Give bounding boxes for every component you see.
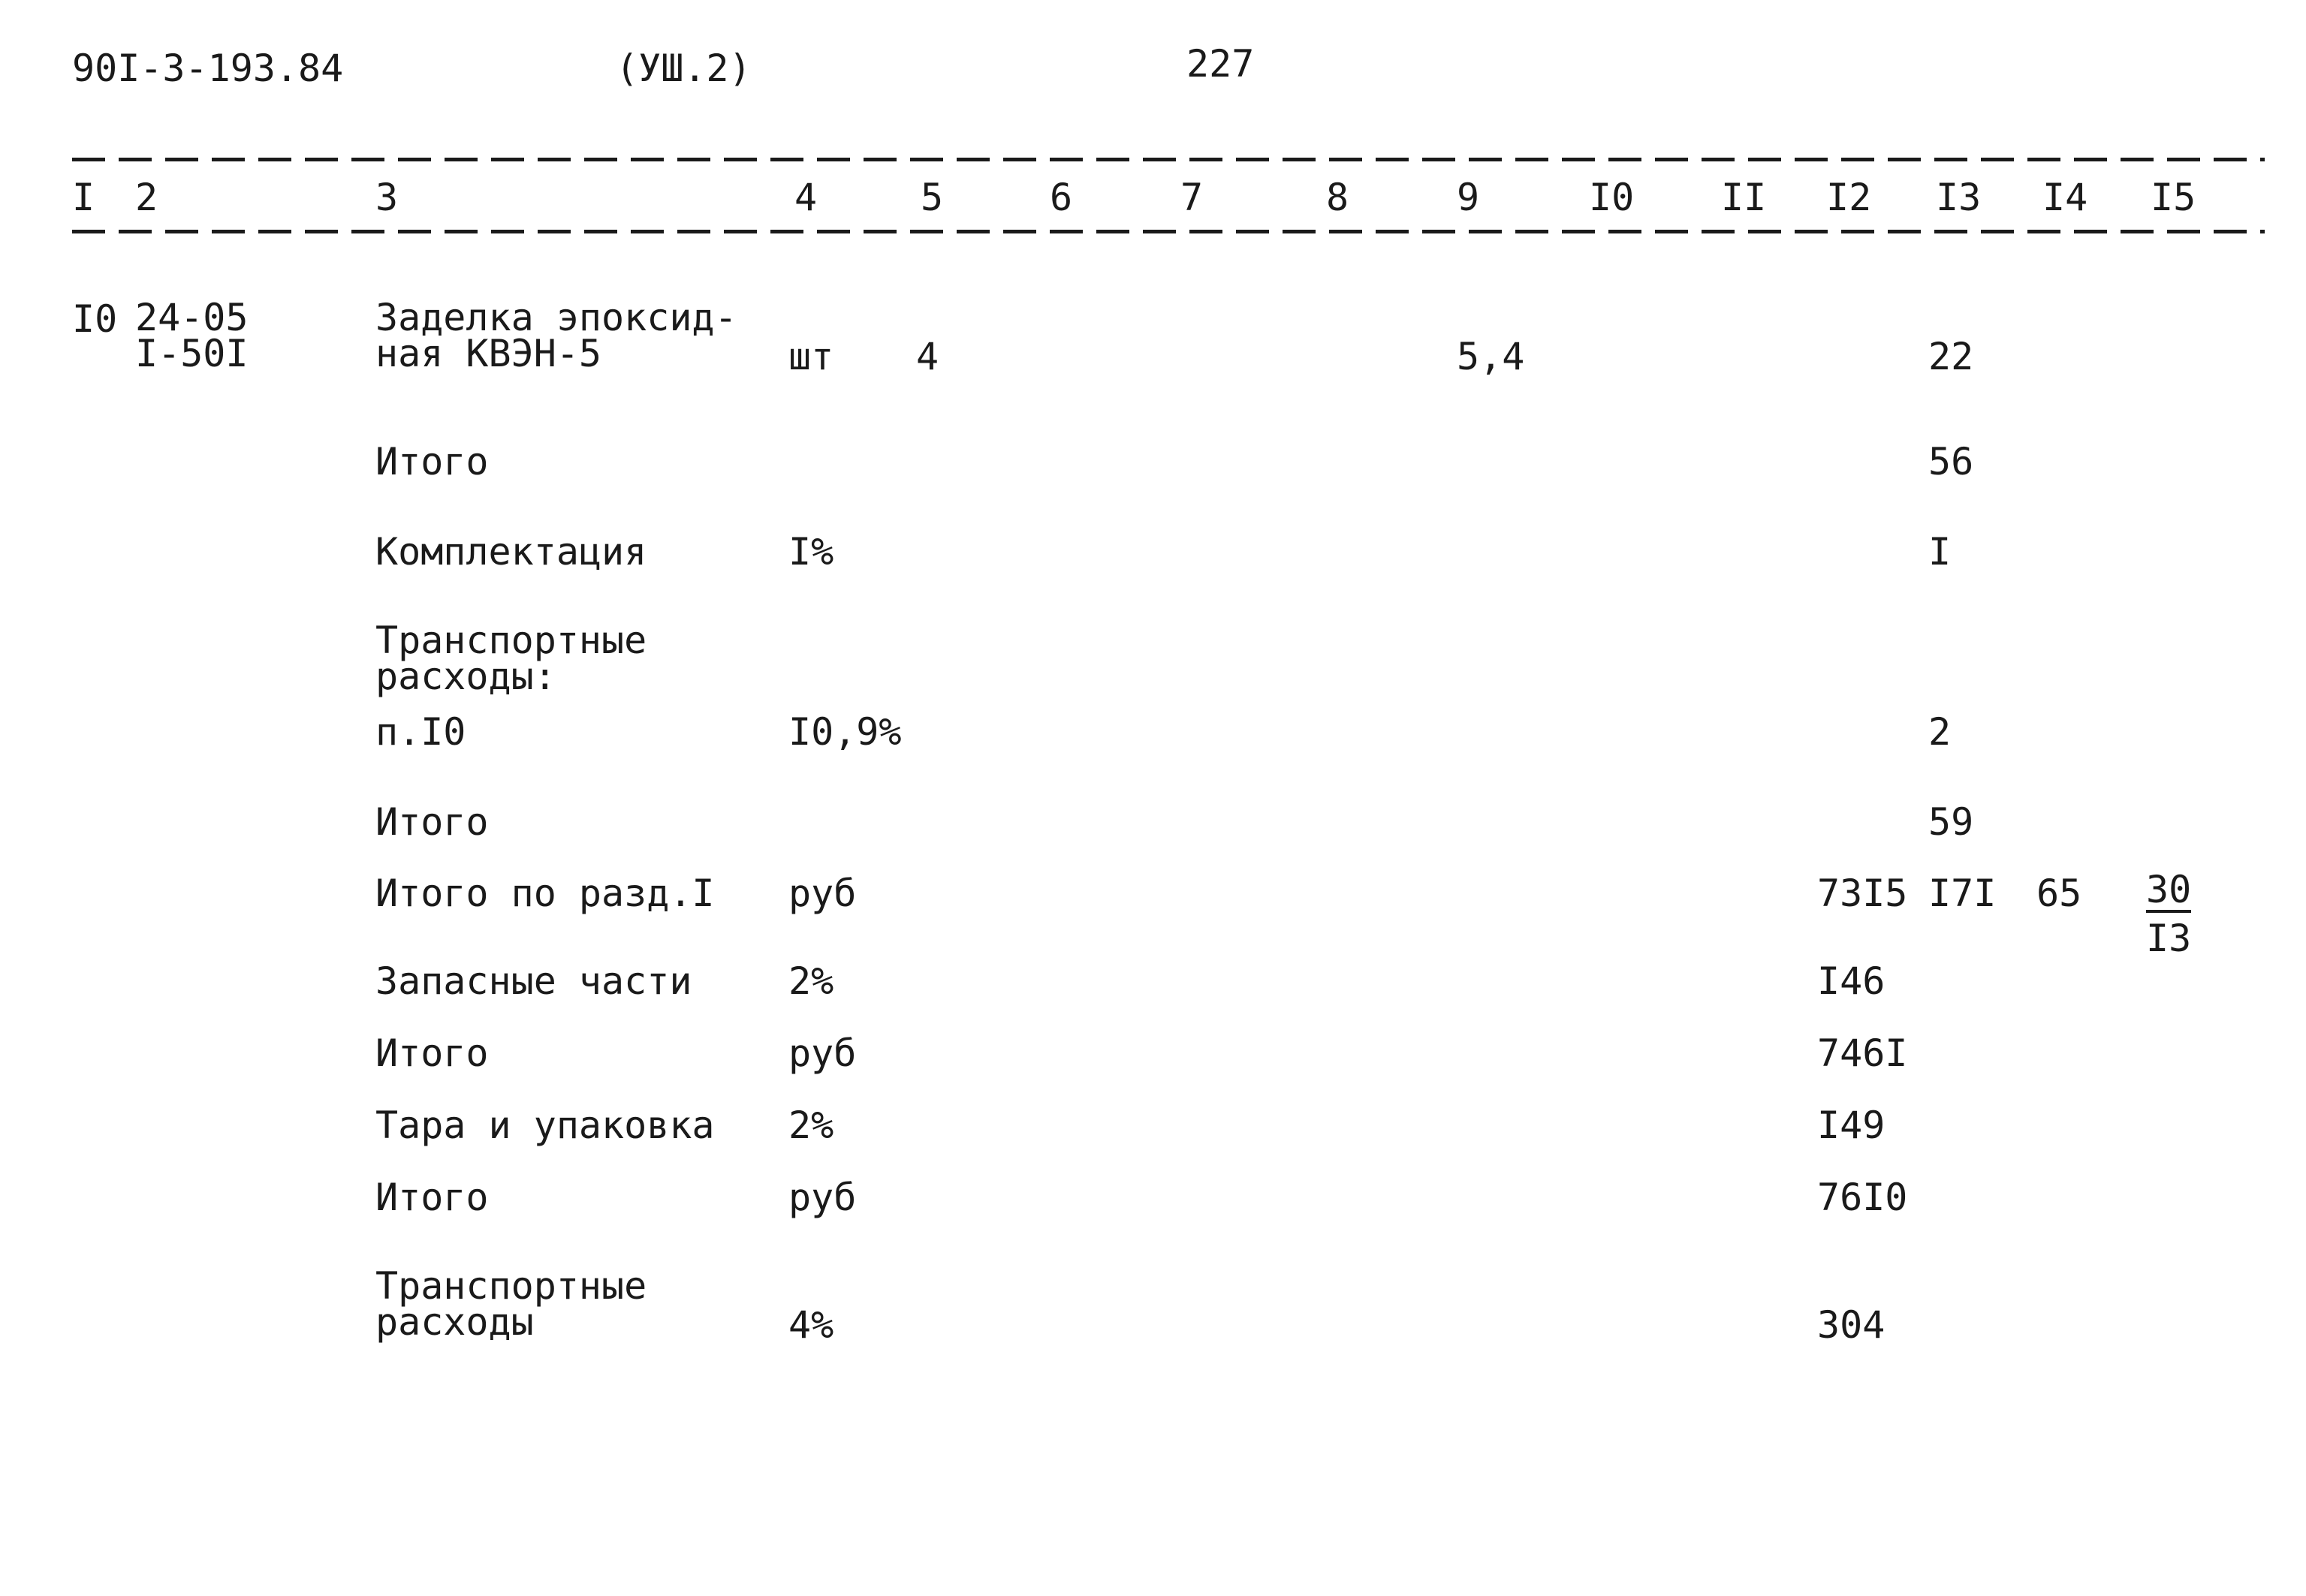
column-header-3: 3: [375, 176, 399, 219]
transport-2-col12: 304: [1817, 1303, 1885, 1347]
section-total-col13: I7I: [1928, 872, 1997, 915]
p10-label: п.I0: [375, 710, 466, 754]
kompl-label: Комплектация: [375, 530, 647, 574]
section-mark: (УШ.2): [616, 47, 752, 90]
section-total-col14: 65: [2036, 872, 2082, 915]
column-header-7: 7: [1180, 176, 1204, 219]
transport-2-label: Транспортные расходы: [375, 1264, 647, 1344]
subtotal-3-col12: 746I: [1817, 1031, 1908, 1075]
section-total-col12: 73I5: [1817, 872, 1908, 915]
subtotal-2-col13: 59: [1928, 800, 1974, 844]
column-header-15: I5: [2151, 176, 2196, 219]
header-top-rule: [72, 158, 2265, 161]
subtotal-4-label: Итого: [375, 1176, 489, 1219]
subtotal-3-label: Итого: [375, 1031, 489, 1075]
section-total-col15-denominator: I3: [2146, 917, 2192, 960]
subtotal-1-col13: 56: [1928, 440, 1974, 483]
subtotal-4-unit: руб: [788, 1176, 857, 1219]
spare-parts-rate: 2%: [788, 959, 834, 1003]
row10-number: I0: [72, 297, 118, 341]
column-header-12: I2: [1826, 176, 1872, 219]
column-header-9: 9: [1457, 176, 1480, 219]
packaging-label: Тара и упаковка: [375, 1104, 715, 1147]
row10-qty: 4: [916, 335, 939, 378]
transport-heading: Транспортные расходы:: [375, 619, 647, 698]
packaging-rate: 2%: [788, 1104, 834, 1147]
column-header-8: 8: [1326, 176, 1349, 219]
column-header-6: 6: [1050, 176, 1073, 219]
row10-name: Заделка эпоксид- ная КВЭН-5: [375, 296, 737, 375]
column-header-14: I4: [2042, 176, 2088, 219]
section-total-label: Итого по разд.I: [375, 872, 715, 915]
spare-parts-label: Запасные части: [375, 959, 692, 1003]
header-bottom-rule: [72, 230, 2265, 233]
subtotal-2-label: Итого: [375, 800, 489, 844]
section-total-col15-numerator: 30: [2146, 868, 2192, 911]
packaging-col12: I49: [1817, 1104, 1885, 1147]
p10-rate: I0,9%: [788, 710, 902, 754]
spare-parts-col12: I46: [1817, 959, 1885, 1003]
column-header-10: I0: [1589, 176, 1635, 219]
row10-price: 5,4: [1457, 335, 1525, 378]
row10-col13: 22: [1928, 335, 1974, 378]
column-header-5: 5: [921, 176, 944, 219]
document-code: 90I-3-193.84: [72, 47, 344, 90]
p10-col13: 2: [1928, 710, 1952, 754]
kompl-col13: I: [1928, 530, 1952, 574]
transport-2-rate: 4%: [788, 1303, 834, 1347]
column-header-11: II: [1721, 176, 1767, 219]
page-number: 227: [1186, 42, 1255, 86]
column-header-2: 2: [135, 176, 158, 219]
subtotal-4-col12: 76I0: [1817, 1176, 1908, 1219]
column-header-13: I3: [1936, 176, 1982, 219]
subtotal-1-label: Итого: [375, 440, 489, 483]
row10-code: 24-05 I-50I: [135, 296, 249, 375]
kompl-rate: I%: [788, 530, 834, 574]
section-total-unit: руб: [788, 872, 857, 915]
row10-unit: шт: [788, 335, 834, 378]
subtotal-3-unit: руб: [788, 1031, 857, 1075]
column-header-1: I: [72, 176, 95, 219]
column-header-4: 4: [794, 176, 818, 219]
